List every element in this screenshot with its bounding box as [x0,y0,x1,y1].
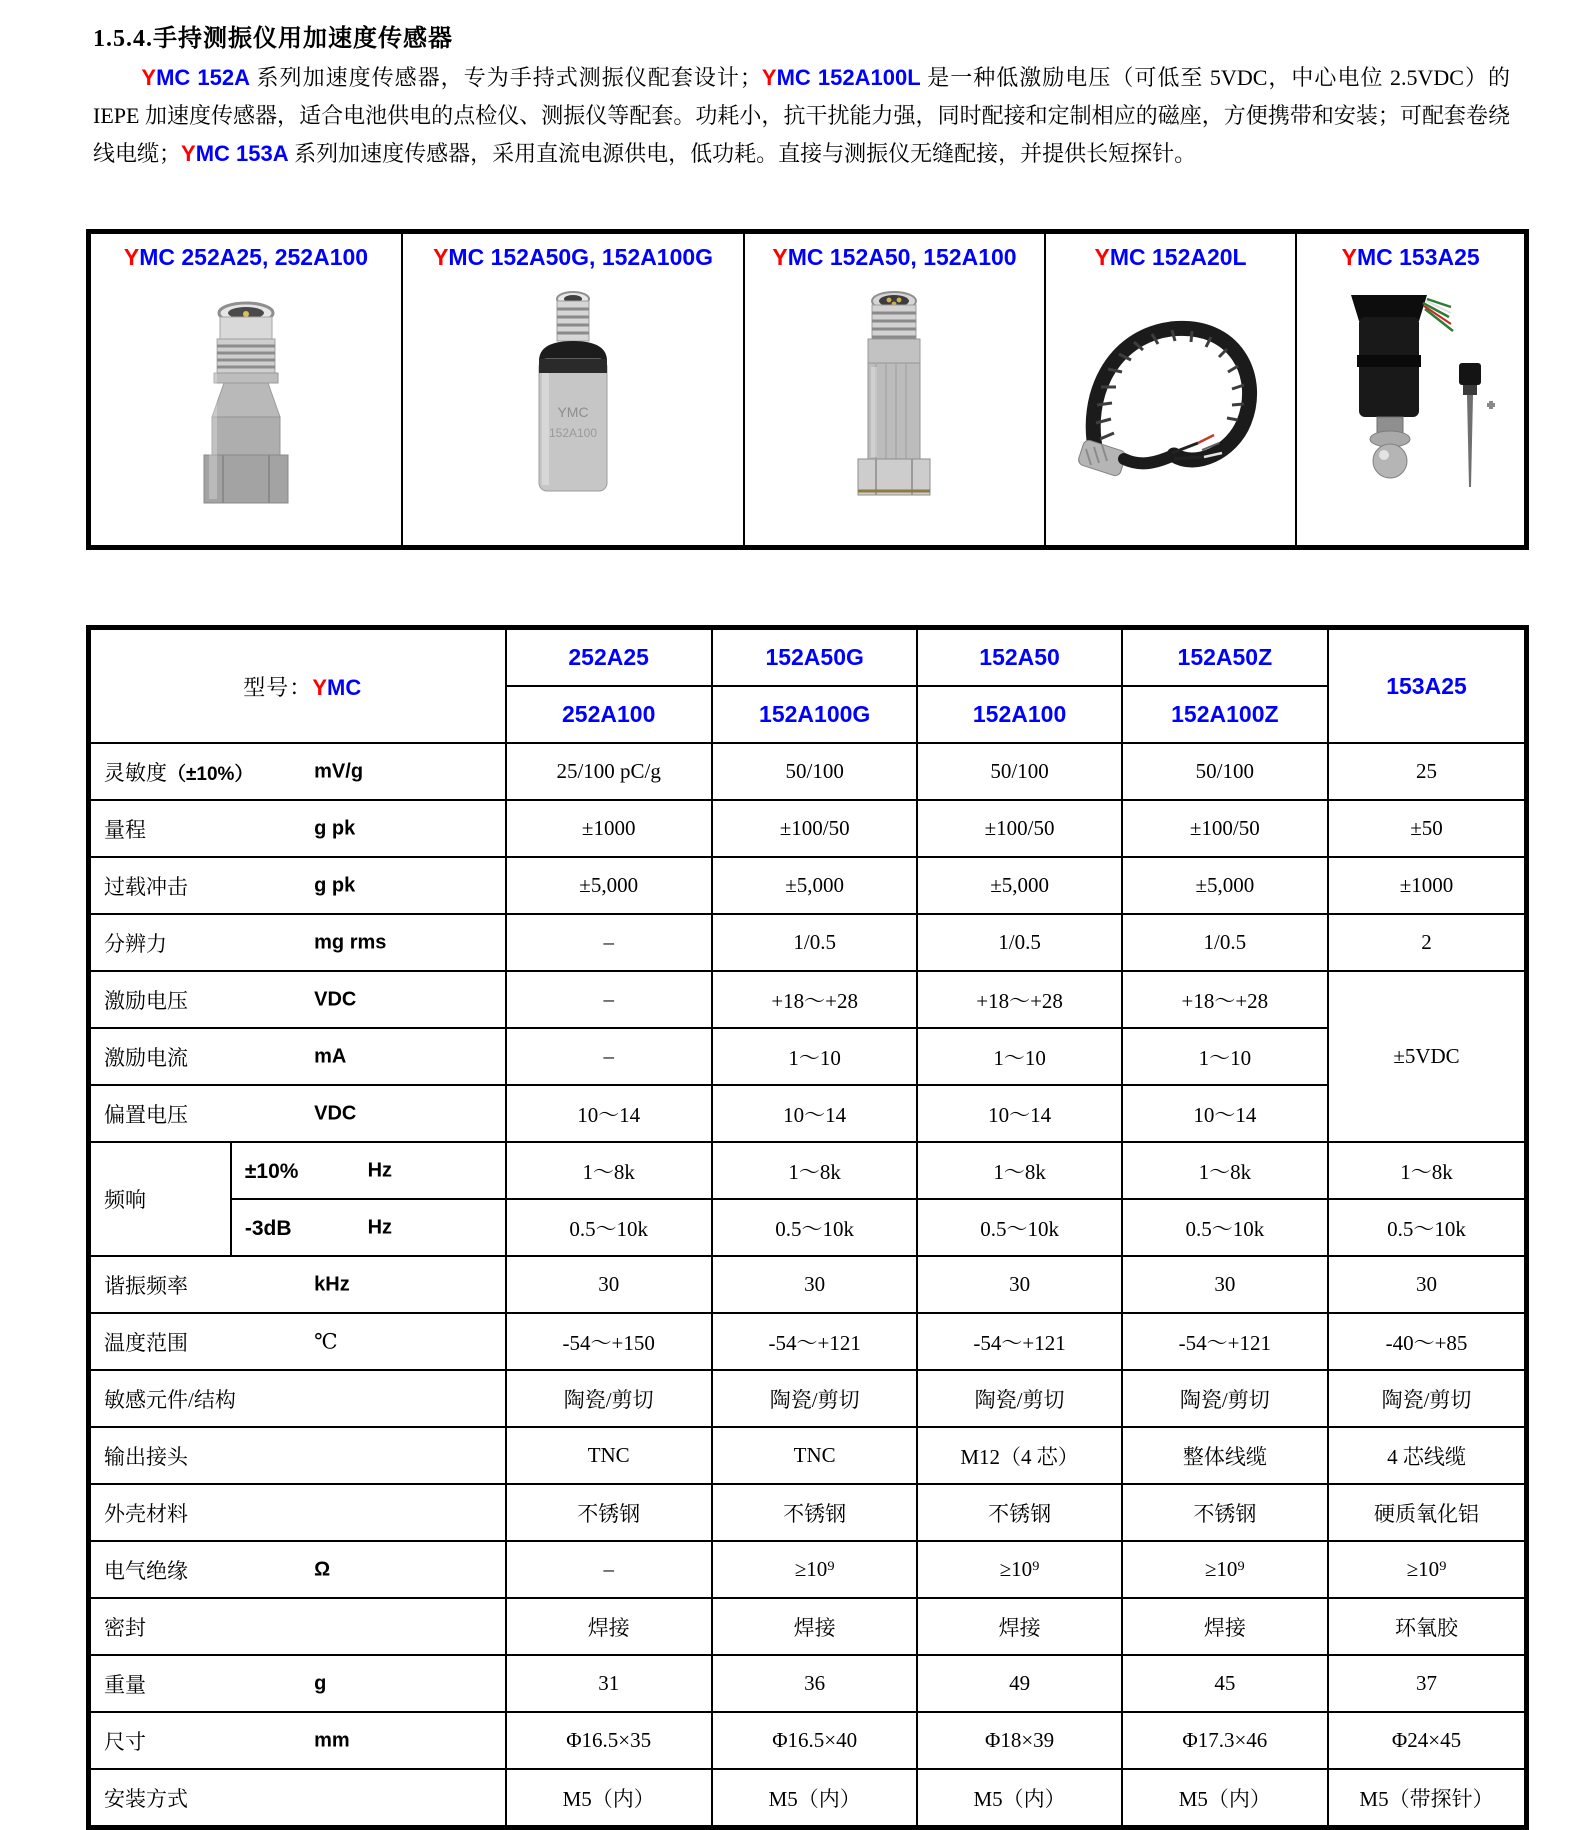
spec-value: Φ18×39 [917,1712,1121,1769]
spec-value: Φ17.3×46 [1122,1712,1328,1769]
row-unit: VDC [314,1102,357,1124]
brand-text: Y [141,65,157,90]
spec-label-cell [89,914,506,971]
row-unit: Hz [367,1217,393,1240]
spec-value: M12（4 芯） [917,1427,1121,1484]
row-label: 温度范围 [104,1330,188,1355]
spec-value: ±1000 [1328,857,1526,914]
spec-label-cell [89,1769,506,1828]
row-unit: g [314,1672,327,1694]
product-photo-152a50g-icon [498,277,648,515]
spec-value: 1～8k [712,1142,918,1199]
product-photo-153a25-icon [1311,277,1511,507]
spec-value: ±100/50 [712,800,918,857]
product-model-text: MC 152A50G, 152A100G [448,244,714,270]
spec-value: ±50 [1328,800,1526,857]
spec-value: -54～+121 [1122,1313,1328,1370]
spec-value: 4 芯线缆 [1328,1427,1526,1484]
spec-value: Φ16.5×40 [712,1712,918,1769]
row-unit: mm [314,1729,350,1751]
spec-table [86,625,1529,1830]
product-gallery-table [86,229,1529,550]
row-unit: g pk [314,874,356,896]
spec-row-electrical-insulation [89,1541,1527,1598]
spec-value: +18～+28 [917,971,1121,1028]
spec-value: 50/100 [712,743,918,800]
spec-label-cell [89,1712,506,1769]
spec-row-temperature-range [89,1313,1527,1370]
gallery-cell-252a25 [89,232,402,548]
spec-label-cell [89,1256,506,1313]
row-label: 灵敏度 [104,760,167,785]
product-photo-252a25-icon [161,277,331,515]
spec-value: ±5,000 [506,857,712,914]
svg-text:152A100: 152A100 [549,426,598,440]
row-unit: mg rms [314,931,387,953]
spec-value: 0.5～10k [1122,1199,1328,1256]
spec-value: 陶瓷/剪切 [1122,1370,1328,1427]
spec-row-freq-response-3db [89,1199,1527,1256]
spec-value: ±5,000 [712,857,918,914]
spec-header-row [89,628,1527,687]
spec-sublabel-cell [231,1199,506,1256]
spec-value: 25 [1328,743,1526,800]
row-unit: Ω [314,1558,331,1580]
row-unit: Hz [367,1160,393,1183]
spec-group-cell: 频响 [89,1142,231,1256]
gallery-cell-153a25 [1296,232,1526,548]
spec-value: 50/100 [917,743,1121,800]
spec-value: 1/0.5 [712,914,918,971]
row-unit: VDC [314,988,357,1010]
spec-value: – [506,914,712,971]
spec-value: 30 [1328,1256,1526,1313]
product-label [92,244,400,271]
spec-row-excitation-current [89,1028,1527,1085]
spec-value: -54～+150 [506,1313,712,1370]
spec-value: 30 [712,1256,918,1313]
spec-value: 1～10 [1122,1028,1328,1085]
spec-value: 10～14 [917,1085,1121,1142]
spec-value: 10～14 [1122,1085,1328,1142]
spec-value: 陶瓷/剪切 [917,1370,1121,1427]
row-sublabel: ±10% [244,1159,299,1183]
spec-value: ±1000 [506,800,712,857]
spec-value: 25/100 pC/g [506,743,712,800]
brand-text: Y [1341,244,1357,270]
spec-value: M5（带探针） [1328,1769,1526,1828]
spec-value: 环氧胶 [1328,1598,1526,1655]
spec-value: 陶瓷/剪切 [712,1370,918,1427]
spec-row-weight [89,1655,1527,1712]
spec-value: 1/0.5 [1122,914,1328,971]
spec-row-resonant-frequency [89,1256,1527,1313]
spec-value: ≥10⁹ [712,1541,918,1598]
spec-value: ≥10⁹ [1122,1541,1328,1598]
model-col-header: 152A100G [712,686,918,743]
spec-value: 10～14 [712,1085,918,1142]
spec-value: 焊接 [917,1598,1121,1655]
spec-value: Φ16.5×35 [506,1712,712,1769]
spec-row-resolution [89,914,1527,971]
row-unit: kHz [314,1273,350,1295]
gallery-cell-152a50 [744,232,1045,548]
spec-row-excitation-voltage [89,971,1527,1028]
spec-value: 50/100 [1122,743,1328,800]
spec-row-sensitivity [89,743,1527,800]
spec-value: 31 [506,1655,712,1712]
row-unit: ℃ [314,1329,338,1353]
spec-value: 1～10 [917,1028,1121,1085]
spec-value: -54～+121 [712,1313,918,1370]
product-model-text: MC 153A25 [1356,244,1480,270]
spec-value: M5（内） [506,1769,712,1828]
spec-value: 2 [1328,914,1526,971]
row-unit: mV/g [314,760,364,782]
spec-value: 1/0.5 [917,914,1121,971]
spec-value: +18～+28 [712,971,918,1028]
row-label: 外壳材料 [104,1501,188,1526]
row-label: 安装方式 [104,1786,188,1811]
intro-text: 系列加速度传感器，专为手持式测振仪配套设计； [250,65,762,90]
brand-text: Y [433,244,449,270]
spec-value: 1～10 [712,1028,918,1085]
spec-value: 焊接 [1122,1598,1328,1655]
spec-row-range [89,800,1527,857]
product-label [1298,244,1523,271]
row-label: 分辨力 [104,931,167,956]
spec-label-cell [89,1028,506,1085]
page-title: 1.5.4.手持测振仪用加速度传感器 [93,26,453,52]
spec-value: ≥10⁹ [1328,1541,1526,1598]
spec-label-cell [89,1427,506,1484]
model-col-header: 153A25 [1328,628,1526,744]
gallery-cell-152a20l [1045,232,1297,548]
spec-value: 10～14 [506,1085,712,1142]
row-label: 量程 [104,817,146,842]
spec-label-cell [89,743,506,800]
gallery-cell-152a50g [402,232,744,548]
spec-row-shock [89,857,1527,914]
brand-text: MC 153A [195,141,289,166]
model-header-cell [89,628,506,744]
spec-value: ±100/50 [917,800,1121,857]
intro-paragraph [93,59,1510,173]
spec-value: 45 [1122,1655,1328,1712]
row-label: 电气绝缘 [104,1558,188,1583]
model-col-header: 252A100 [506,686,712,743]
spec-value: TNC [506,1427,712,1484]
product-photo-152a50-icon [819,277,969,515]
spec-value: ±100/50 [1122,800,1328,857]
spec-value: M5（内） [917,1769,1121,1828]
spec-value: – [506,1028,712,1085]
spec-value: +18～+28 [1122,971,1328,1028]
spec-value: 0.5～10k [712,1199,918,1256]
product-label [1047,244,1295,271]
brand-text: Y [181,141,196,166]
spec-value: 0.5～10k [506,1199,712,1256]
spec-value: 30 [506,1256,712,1313]
spec-value: Φ24×45 [1328,1712,1526,1769]
brand-text: MC 152A100L [776,65,921,90]
row-label: 谐振频率 [104,1273,188,1298]
spec-row-housing-material [89,1484,1527,1541]
product-label [404,244,742,271]
spec-value: 49 [917,1655,1121,1712]
product-model-text: MC 252A25, 252A100 [139,244,369,270]
spec-value: ≥10⁹ [917,1541,1121,1598]
row-label-bold: （±10%） [167,763,254,785]
row-sublabel: -3dB [244,1216,292,1240]
spec-label-cell [89,1370,506,1427]
product-model-text: MC 152A50, 152A100 [787,244,1017,270]
spec-value: – [506,971,712,1028]
spec-label-cell [89,800,506,857]
model-col-header: 152A100Z [1122,686,1328,743]
product-photo-152a20l-icon [1066,277,1276,507]
spec-row-bias-voltage [89,1085,1527,1142]
spec-value-merged: ±5VDC [1328,971,1526,1142]
spec-value: 30 [917,1256,1121,1313]
row-label: 重量 [104,1672,146,1697]
spec-value: 30 [1122,1256,1328,1313]
model-col-header: 152A50Z [1122,628,1328,687]
brand-text: Y [772,244,788,270]
spec-value: 37 [1328,1655,1526,1712]
row-label: 偏置电压 [104,1102,188,1127]
spec-value: M5（内） [712,1769,918,1828]
model-col-header: 152A100 [917,686,1121,743]
spec-value: 不锈钢 [917,1484,1121,1541]
spec-value: ±5,000 [1122,857,1328,914]
gallery-row [89,232,1527,548]
spec-value: 陶瓷/剪切 [1328,1370,1526,1427]
intro-text: 系列加速度传感器，采用直流电源供电，低功耗。直接与测振仪无缝配接，并提供长短探针。 [288,141,1197,166]
spec-value: 1～8k [1122,1142,1328,1199]
row-label: 敏感元件/结构 [104,1387,236,1412]
spec-value: 焊接 [506,1598,712,1655]
spec-value: ±5,000 [917,857,1121,914]
brand-text: Y [761,65,777,90]
svg-text:YMC: YMC [557,404,589,420]
brand-text: Y [312,674,327,700]
row-label: 激励电流 [104,1045,188,1070]
spec-value: 1～8k [1328,1142,1526,1199]
model-col-header: 152A50 [917,628,1121,687]
brand-text: Y [123,244,140,270]
spec-label-cell [89,1598,506,1655]
intro-text: 是一种低激励电压（可低至 5VDC，中心电位 2.5VDC）的 IEPE 加速度传感器，适合电池供电的点检仪、测振仪等配套。功耗小，抗干扰能力强，同时配接和定制相应的磁座，方便携带和安装；可配套卷绕线电缆； [93,65,1510,166]
spec-value: 1～8k [917,1142,1121,1199]
spec-value: 硬质氧化铝 [1328,1484,1526,1541]
row-label: 输出接头 [104,1444,188,1469]
spec-value: 整体线缆 [1122,1427,1328,1484]
spec-label-cell [89,1313,506,1370]
spec-value: -54～+121 [917,1313,1121,1370]
spec-label-cell [89,1655,506,1712]
spec-value: 不锈钢 [1122,1484,1328,1541]
spec-value: M5（内） [1122,1769,1328,1828]
product-model-text: MC 152A20L [1109,244,1247,270]
spec-value: 1～8k [506,1142,712,1199]
spec-label-cell [89,1085,506,1142]
spec-value: 0.5～10k [1328,1199,1526,1256]
spec-value: TNC [712,1427,918,1484]
spec-value: 36 [712,1655,918,1712]
spec-label-cell [89,857,506,914]
spec-label-cell [89,1541,506,1598]
spec-value: 焊接 [712,1598,918,1655]
brand-text: Y [1094,244,1110,270]
spec-value: 0.5～10k [917,1199,1121,1256]
spec-row-mounting [89,1769,1527,1828]
row-unit: mA [314,1045,347,1067]
product-label [746,244,1043,271]
spec-value: -40～+85 [1328,1313,1526,1370]
spec-label-cell [89,971,506,1028]
spec-label-cell [89,1484,506,1541]
spec-row-sensing-element [89,1370,1527,1427]
row-label: 过载冲击 [104,874,188,899]
row-label: 激励电压 [104,988,188,1013]
spec-value: 不锈钢 [712,1484,918,1541]
row-label: 密封 [104,1615,146,1640]
spec-value: 不锈钢 [506,1484,712,1541]
spec-row-sealing [89,1598,1527,1655]
row-label: 尺寸 [104,1729,146,1754]
spec-row-freq-response-10pct [89,1142,1527,1199]
spec-row-dimensions [89,1712,1527,1769]
row-unit: g pk [314,817,356,839]
spec-value: 陶瓷/剪切 [506,1370,712,1427]
model-col-header: 252A25 [506,628,712,687]
brand-text: MC 152A [156,65,251,90]
spec-row-output-connector [89,1427,1527,1484]
spec-value: – [506,1541,712,1598]
brand-text: MC [327,674,362,700]
spec-sublabel-cell [231,1142,506,1199]
model-label: 型号： [243,674,313,700]
model-col-header: 152A50G [712,628,918,687]
